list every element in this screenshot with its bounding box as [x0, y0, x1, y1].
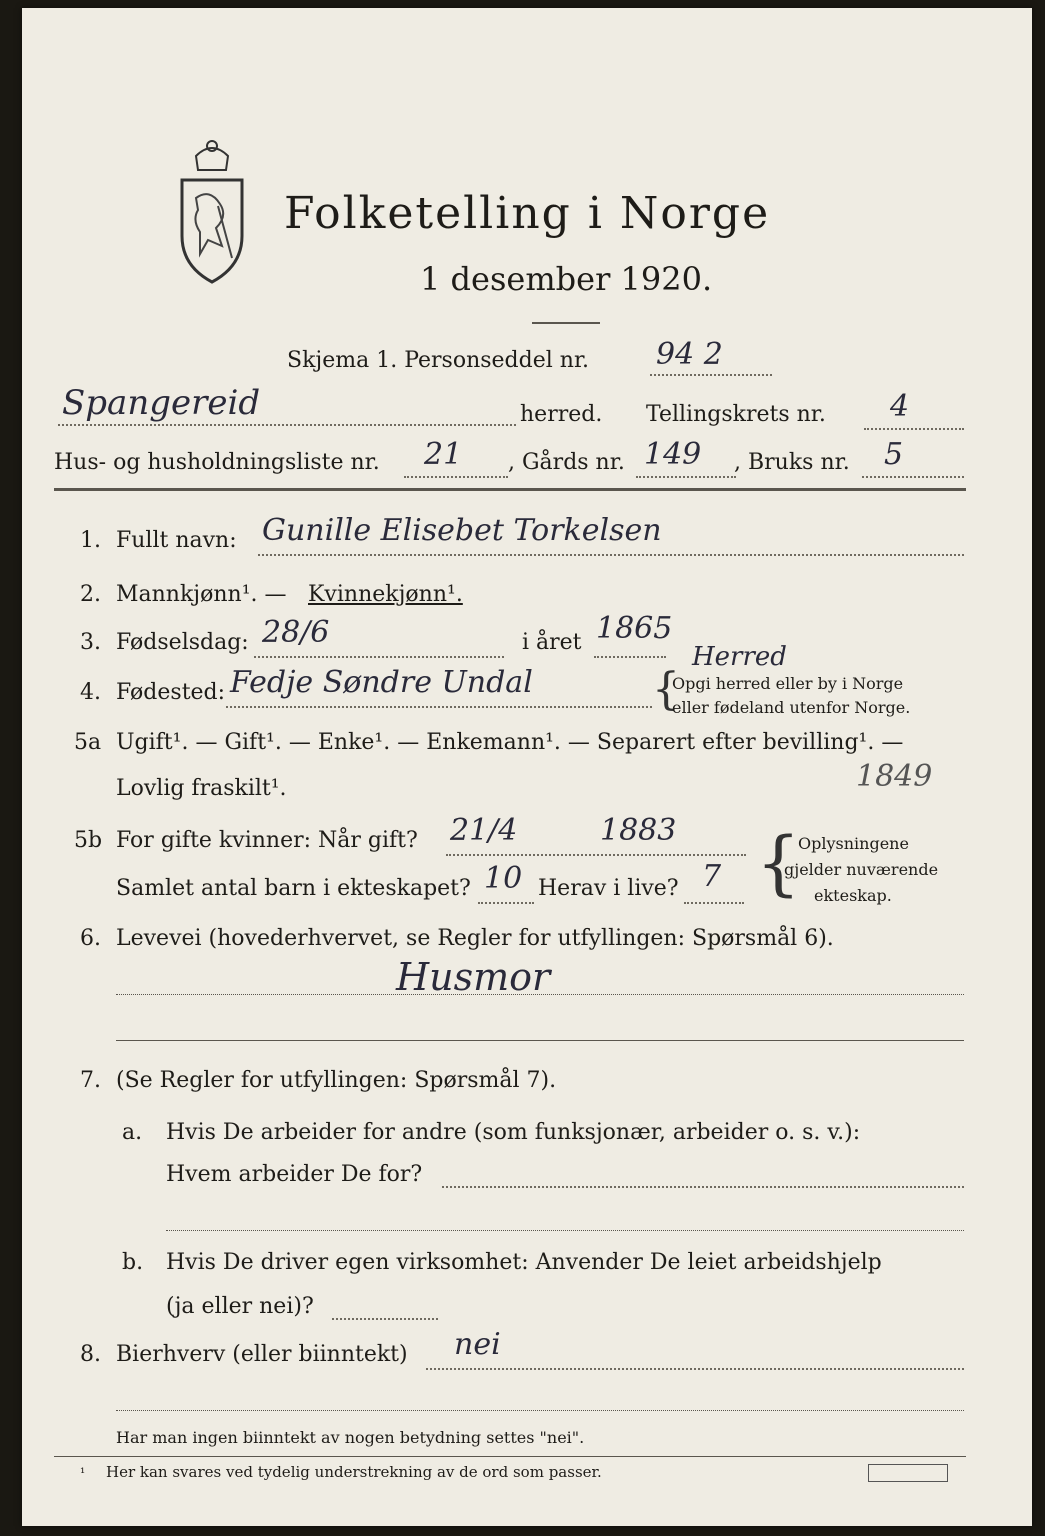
header-divider	[54, 488, 966, 491]
husliste-value: 21	[424, 437, 463, 472]
gards-value: 149	[644, 437, 702, 472]
birth-year-value: 1865	[596, 611, 673, 646]
q5a-number: 5a	[74, 730, 102, 755]
side-income-field[interactable]	[426, 1368, 964, 1370]
marriage-year-value: 1883	[600, 813, 677, 848]
q8-number: 8.	[80, 1342, 101, 1367]
q7b-line-1: Hvis De driver egen virksomhet: Anvender De leiet arbeidshjelp	[166, 1250, 882, 1275]
personseddel-field[interactable]	[650, 374, 772, 376]
q5a-line-1: Ugift¹. — Gift¹. — Enke¹. — Enkemann¹. — Separert efter bevilling¹. —	[116, 730, 904, 755]
tellingskrets-label: Tellingskrets nr.	[646, 402, 826, 427]
q7-label: (Se Regler for utfyllingen: Spørsmål 7).	[116, 1068, 557, 1093]
q4-brace: {	[652, 664, 680, 715]
q2-label-female: Kvinnekjønn¹.	[308, 582, 463, 607]
occupation-line-1[interactable]	[116, 994, 964, 995]
children-total-field[interactable]	[478, 902, 534, 904]
footnote-text: Her kan svares ved tydelig understrekning av de ord som passer.	[106, 1463, 602, 1481]
q6-label: Levevei (hovederhvervet, se Regler for utfyllingen: Spørsmål 6).	[116, 926, 834, 951]
tellingskrets-value: 4	[890, 389, 910, 424]
personseddel-number: 94 2	[656, 337, 723, 372]
husliste-label: Hus- og husholdningsliste nr.	[54, 450, 380, 475]
footnote-mark: ¹	[80, 1466, 86, 1481]
q2-number: 2.	[80, 582, 101, 607]
footer-note: Har man ingen biinntekt av nogen betydning settes "nei".	[116, 1428, 585, 1447]
q7a-letter: a.	[122, 1120, 143, 1145]
birthday-field[interactable]	[254, 656, 504, 658]
q7a-line-1: Hvis De arbeider for andre (som funksjonær, arbeider o. s. v.):	[166, 1120, 861, 1145]
herred-value: Spangereid	[62, 383, 261, 423]
occupation-value: Husmor	[396, 955, 551, 999]
q1-label: Fullt navn:	[116, 528, 237, 553]
printer-stamp-icon	[868, 1464, 948, 1482]
side-income-value: nei	[454, 1327, 501, 1362]
q7b-line-2: (ja eller nei)?	[166, 1294, 314, 1319]
q5b-label-3: Herav i live?	[538, 876, 679, 901]
full-name-field[interactable]	[258, 554, 964, 556]
hired-help-field[interactable]	[332, 1318, 438, 1320]
birth-year-field[interactable]	[594, 656, 666, 658]
q4-note-2: eller fødeland utenfor Norge.	[672, 698, 911, 717]
birthplace-value: Fedje Søndre Undal	[230, 665, 533, 700]
schema-label: Skjema 1. Personseddel nr.	[287, 348, 590, 373]
children-alive-field[interactable]	[684, 902, 744, 904]
bruks-field[interactable]	[862, 476, 964, 478]
bruks-value: 5	[884, 437, 904, 472]
q3-number: 3.	[80, 630, 101, 655]
footer-divider	[54, 1456, 966, 1457]
form-title: Folketelling i Norge	[284, 188, 771, 239]
employer-line-2[interactable]	[166, 1230, 964, 1231]
q6-number: 6.	[80, 926, 101, 951]
children-alive-value: 7	[702, 859, 722, 894]
q5b-note-3: ekteskap.	[814, 886, 892, 905]
tellingskrets-field[interactable]	[864, 428, 964, 430]
q5b-number: 5b	[74, 828, 103, 853]
census-date: 1 desember 1920.	[420, 260, 713, 298]
q5b-label-1: For gifte kvinner: Når gift?	[116, 828, 418, 853]
coat-of-arms-icon	[170, 136, 254, 286]
bruks-label: , Bruks nr.	[734, 450, 850, 475]
occupation-line-2[interactable]	[116, 1040, 964, 1041]
q2-label-male: Mannkjønn¹. —	[116, 582, 287, 607]
q5b-label-2: Samlet antal barn i ekteskapet?	[116, 876, 471, 901]
q7-number: 7.	[80, 1068, 101, 1093]
birthplace-extra: Herred	[692, 642, 787, 672]
year-label: i året	[522, 630, 582, 655]
q7a-line-2: Hvem arbeider De for?	[166, 1162, 423, 1187]
title-divider	[532, 322, 600, 324]
marriage-date-value: 21/4	[450, 813, 518, 848]
birthday-value: 28/6	[262, 615, 330, 650]
q5b-note-1: Oplysningene	[798, 834, 909, 853]
gards-field[interactable]	[636, 476, 736, 478]
q5b-brace: {	[756, 822, 801, 904]
herred-field[interactable]	[58, 424, 516, 426]
children-total-value: 10	[484, 861, 523, 896]
census-form-sheet	[22, 8, 1032, 1526]
q5a-value: 1849	[856, 759, 933, 794]
q5b-note-2: gjelder nuværende	[784, 860, 939, 879]
birthplace-field[interactable]	[226, 706, 652, 708]
full-name-value: Gunille Elisebet Torkelsen	[262, 513, 662, 548]
husliste-field[interactable]	[404, 476, 508, 478]
herred-label: herred.	[520, 402, 603, 427]
gards-label: , Gårds nr.	[508, 450, 625, 475]
q3-label: Fødselsdag:	[116, 630, 249, 655]
q4-label: Fødested:	[116, 680, 226, 705]
q1-number: 1.	[80, 528, 101, 553]
q5a-line-2: Lovlig fraskilt¹.	[116, 776, 287, 801]
q4-note-1: Opgi herred eller by i Norge	[672, 674, 904, 693]
q4-number: 4.	[80, 680, 101, 705]
q8-label: Bierhverv (eller biinntekt)	[116, 1342, 408, 1367]
q7b-letter: b.	[122, 1250, 144, 1275]
employer-field[interactable]	[442, 1186, 964, 1188]
side-income-line-2[interactable]	[116, 1410, 964, 1411]
marriage-date-field[interactable]	[446, 854, 746, 856]
